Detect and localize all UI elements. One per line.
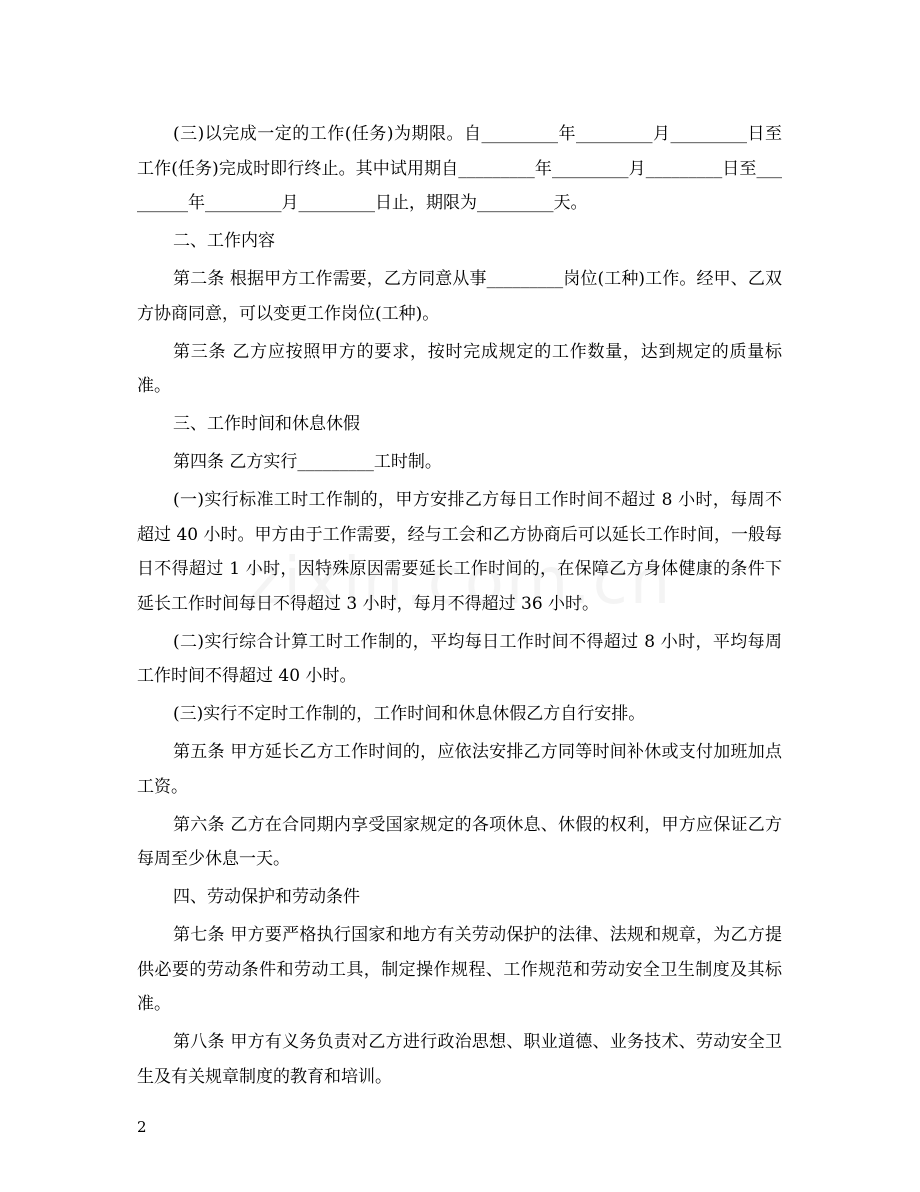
section-heading-work-content: 二、工作内容	[173, 231, 275, 251]
article-8: 第八条 甲方有义务负责对乙方进行政治思想、职业道德、业务技术、劳动安全卫生及有关规章制度的教育和培训。	[137, 1032, 782, 1087]
article-2: 第二条 根据甲方工作需要，乙方同意从事_________岗位(工种)工作。经甲、乙双方协商同意，可以变更工作岗位(工种)。	[137, 269, 782, 324]
clause-comprehensive-hours: (二)实行综合计算工时工作制的，平均每日工作时间不得超过 8 小时，平均每周工作时间不得超过 40 小时。	[137, 631, 782, 686]
article-6: 第六条 乙方在合同期内享受国家规定的各项休息、休假的权利，甲方应保证乙方每周至少休息一天。	[137, 814, 782, 869]
article-4: 第四条 乙方实行_________工时制。	[173, 452, 442, 472]
section-heading-labor-protection: 四、劳动保护和劳动条件	[173, 887, 360, 907]
section-heading-working-hours: 三、工作时间和休息休假	[173, 414, 360, 434]
article-3: 第三条 乙方应按照甲方的要求，按时完成规定的工作数量，达到规定的质量标准。	[137, 341, 782, 396]
paragraph-term-by-task: (三)以完成一定的工作(任务)为期限。自_________年_________月_________日至工作(任务)完成时即行终止。其中试用期自_________年_________月_________日至_________年_________月_________日止，期限为_________天。	[137, 124, 782, 213]
clause-flexible-hours: (三)实行不定时工作制的，工作时间和休息休假乙方自行安排。	[173, 704, 646, 724]
article-7: 第七条 甲方要严格执行国家和地方有关劳动保护的法律、法规和规章，为乙方提供必要的劳动条件和劳动工具，制定操作规程、工作规范和劳动安全卫生制度及其标准。	[137, 925, 782, 1014]
document-body	[137, 117, 782, 1094]
clause-standard-hours: (一)实行标准工时工作制的，甲方安排乙方每日工作时间不超过 8 小时，每周不超过 40 小时。甲方由于工作需要，经与工会和乙方协商后可以延长工作时间，一般每日不得超过 1 小时，因特殊原因需要延长工作时间的，在保障乙方身体健康的条件下延长工作时间每日不得超过 3 小时，每月不得超过 36 小时。	[137, 490, 782, 614]
page-number: 2	[137, 1118, 147, 1136]
article-5: 第五条 甲方延长乙方工作时间的，应依法安排乙方同等时间补休或支付加班加点工资。	[137, 742, 782, 797]
